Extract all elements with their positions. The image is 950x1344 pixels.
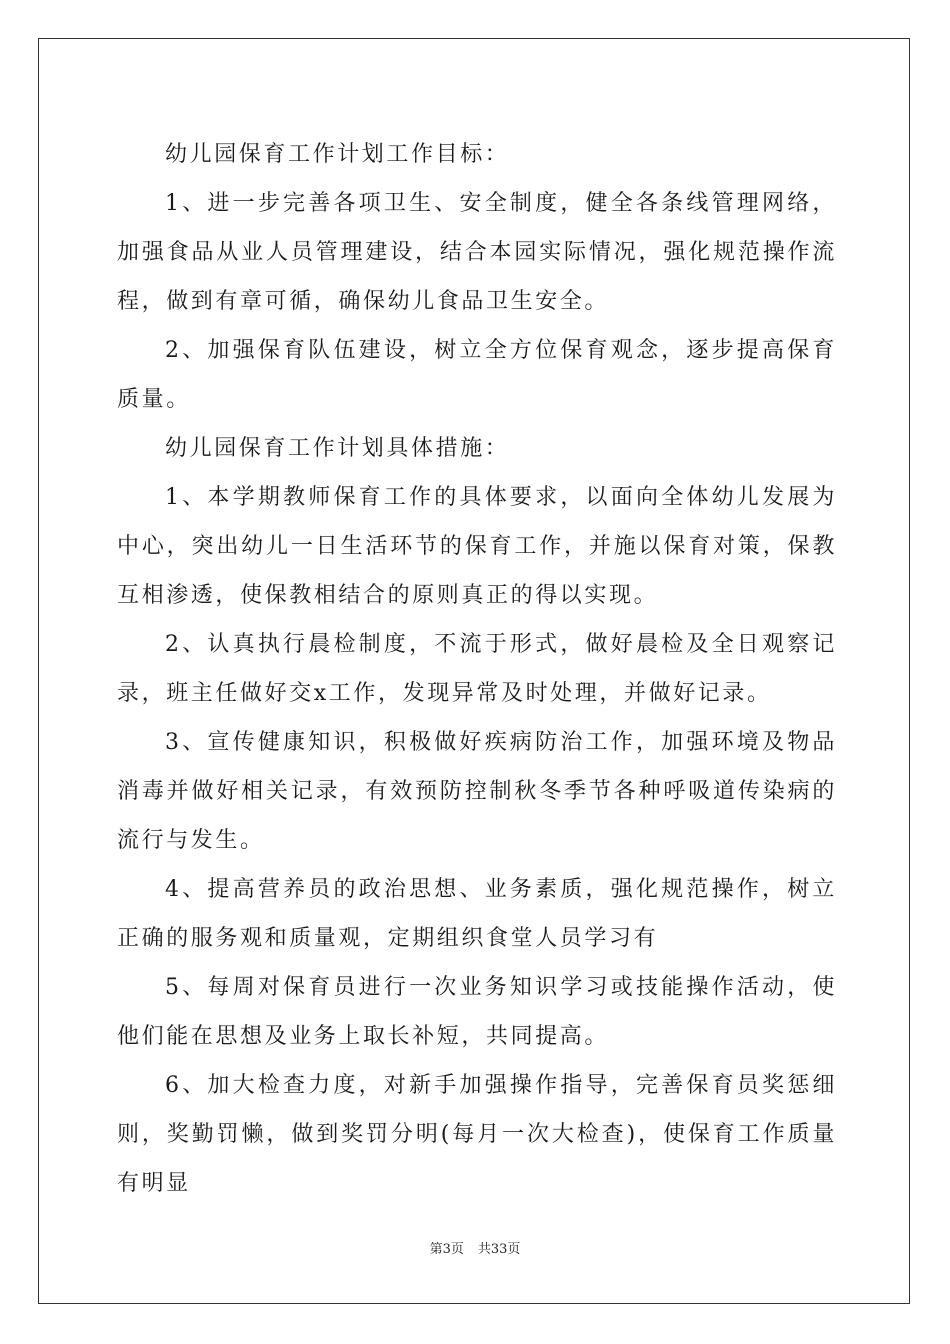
paragraph-measure-4: 4、提高营养员的政治思想、业务素质，强化规范操作，树立正确的服务观和质量观，定期组织食堂人员学习有 <box>117 877 837 951</box>
heading-goals: 幼儿园保育工作计划工作目标： <box>165 142 510 167</box>
page-number: 第3页 <box>429 1242 464 1257</box>
page-total: 共33页 <box>477 1242 521 1257</box>
heading-measures: 幼儿园保育工作计划具体措施： <box>165 436 510 461</box>
document-body <box>117 130 837 1208</box>
paragraph-measure-6: 6、加大检查力度，对新手加强操作指导，完善保育员奖惩细则，奖勤罚懒，做到奖罚分明(每月一次大检查)，使保育工作质量有明显 <box>117 1073 837 1196</box>
page-footer <box>0 1238 950 1257</box>
paragraph-goal-1: 1、进一步完善各项卫生、安全制度，健全各条线管理网络，加强食品从业人员管理建设，结合本园实际情况，强化规范操作流程，做到有章可循，确保幼儿食品卫生安全。 <box>117 191 837 314</box>
paragraph-measure-5: 5、每周对保育员进行一次业务知识学习或技能操作活动，使他们能在思想及业务上取长补短，共同提高。 <box>117 975 837 1049</box>
paragraph-measure-1: 1、本学期教师保育工作的具体要求，以面向全体幼儿发展为中心，突出幼儿一日生活环节的保育工作，并施以保育对策，保教互相渗透，使保教相结合的原则真正的得以实现。 <box>117 485 837 608</box>
paragraph-measure-2: 2、认真执行晨检制度，不流于形式，做好晨检及全日观察记录，班主任做好交x工作，发现异常及时处理，并做好记录。 <box>117 632 837 706</box>
paragraph-measure-3: 3、宣传健康知识，积极做好疾病防治工作，加强环境及物品消毒并做好相关记录，有效预防控制秋冬季节各种呼吸道传染病的流行与发生。 <box>117 730 837 853</box>
paragraph-goal-2: 2、加强保育队伍建设，树立全方位保育观念，逐步提高保育质量。 <box>117 338 837 412</box>
